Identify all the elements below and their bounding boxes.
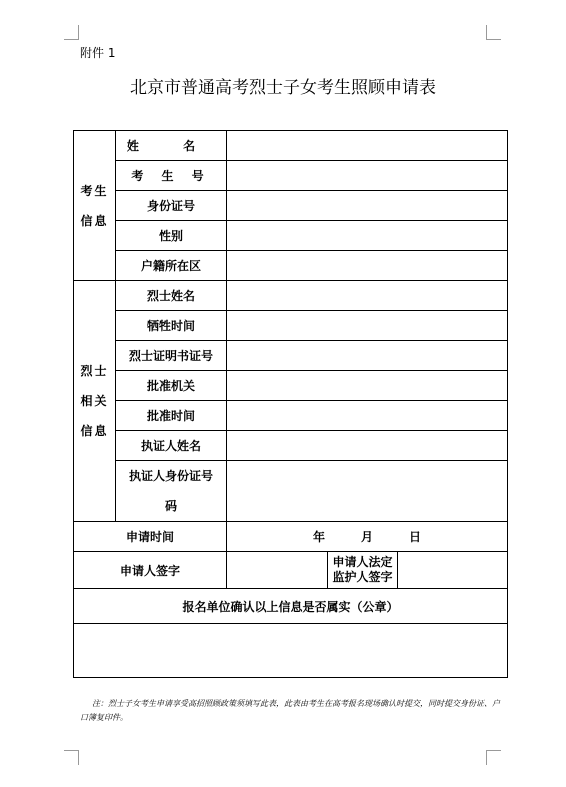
field-label-id-number: 身份证号 xyxy=(116,191,227,221)
date-year-label: 年 xyxy=(312,530,325,544)
field-input-exam-number[interactable] xyxy=(227,161,508,191)
field-label-applicant-signature: 申请人签字 xyxy=(74,552,227,589)
field-input-household-district[interactable] xyxy=(227,251,508,281)
field-input-applicant-signature[interactable] xyxy=(227,552,328,589)
field-label-approval-time: 批准时间 xyxy=(116,401,227,431)
application-form-table xyxy=(73,130,508,678)
crop-mark-bottom-left xyxy=(64,750,79,765)
crop-mark-bottom-right xyxy=(486,750,501,765)
field-input-id-number[interactable] xyxy=(227,191,508,221)
footnote: 注：烈士子女考生申请享受高招照顾政策须填写此表，此表由考生在高考报名现场确认时提交，同时提交身份证、户口簿复印件。 xyxy=(80,699,500,722)
field-input-approval-time[interactable] xyxy=(227,401,508,431)
crop-mark-top-right xyxy=(486,25,501,40)
field-label-exam-number: 考 生 号 xyxy=(116,161,227,191)
field-label-approval-authority: 批准机关 xyxy=(116,371,227,401)
field-input-approval-authority[interactable] xyxy=(227,371,508,401)
field-input-martyr-certificate-number[interactable] xyxy=(227,341,508,371)
field-label-martyr-name: 烈士姓名 xyxy=(116,281,227,311)
field-label-household-district: 户籍所在区 xyxy=(116,251,227,281)
field-label-gender: 性别 xyxy=(116,221,227,251)
field-label-guardian-signature: 申请人法定 监护人签字 xyxy=(328,552,398,589)
field-input-martyr-name[interactable] xyxy=(227,281,508,311)
field-label-martyr-certificate-number: 烈士证明书证号 xyxy=(116,341,227,371)
confirmation-stamp-area[interactable] xyxy=(74,624,508,678)
field-label-sacrifice-time: 牺牲时间 xyxy=(116,311,227,341)
confirmation-label: 报名单位确认以上信息是否属实（公章） xyxy=(74,589,508,624)
field-input-holder-id-number[interactable] xyxy=(227,461,508,522)
group-student-info: 考生 信息 xyxy=(74,131,116,281)
field-input-apply-date[interactable] xyxy=(227,522,508,552)
field-label-apply-time: 申请时间 xyxy=(74,522,227,552)
attachment-label: 附件 1 xyxy=(80,46,116,60)
field-input-sacrifice-time[interactable] xyxy=(227,311,508,341)
date-month-label: 月 xyxy=(361,530,374,544)
field-input-gender[interactable] xyxy=(227,221,508,251)
field-input-guardian-signature[interactable] xyxy=(398,552,508,589)
field-label-name: 姓 名 xyxy=(116,131,227,161)
field-input-name[interactable] xyxy=(227,131,508,161)
date-day-label: 日 xyxy=(409,530,422,544)
group-martyr-info: 烈士 相关 信息 xyxy=(74,281,116,522)
field-input-holder-name[interactable] xyxy=(227,431,508,461)
field-label-holder-name: 执证人姓名 xyxy=(116,431,227,461)
crop-mark-top-left xyxy=(64,25,79,40)
page-title: 北京市普通高考烈士子女考生照顾申请表 xyxy=(130,78,436,98)
field-label-holder-id-number: 执证人身份证号 码 xyxy=(116,461,227,522)
